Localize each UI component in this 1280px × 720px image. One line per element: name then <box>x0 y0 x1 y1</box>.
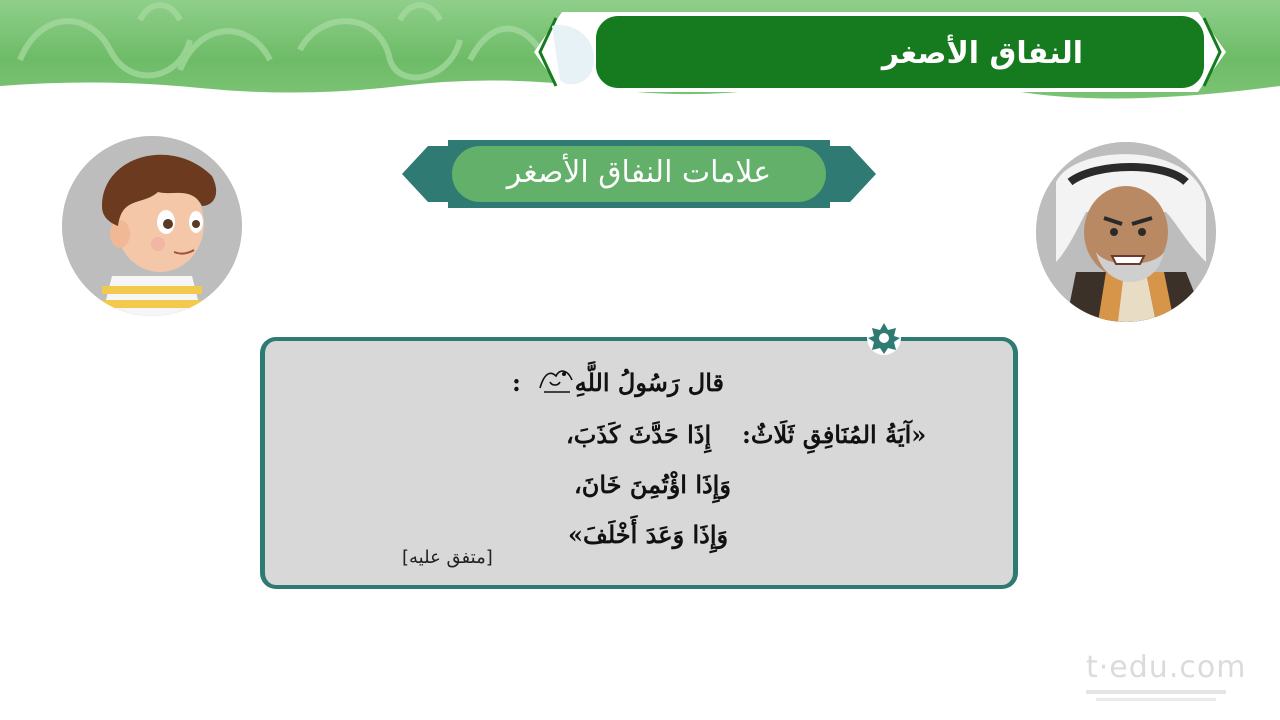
hadith-line-opening: «آيَةُ المُنَافِقِ ثَلَاثٌ: <box>742 420 927 449</box>
hadith-intro-colon: : <box>512 368 521 397</box>
octagram-star-icon <box>866 320 902 356</box>
page-title: النفاق الأصغر <box>881 36 1083 71</box>
hadith-line-lie: إِذَا حَدَّثَ كَذَبَ، <box>566 420 712 449</box>
boy-avatar <box>62 136 242 316</box>
hadith-line-promise: وَإِذَا وَعَدَ أَخْلَفَ» <box>568 520 729 549</box>
title-banner-shape <box>532 10 1228 94</box>
watermark-subtext <box>1086 686 1226 704</box>
hadith-reference: [متفق عليه] <box>402 547 493 568</box>
title-banner <box>532 10 1228 94</box>
hadith-intro: قال رَسُولُ اللَّهِ <box>574 368 724 397</box>
section-subtitle: علامات النفاق الأصغر <box>506 155 772 190</box>
section-banner <box>400 138 878 210</box>
watermark-logo: t·edu.com <box>1086 650 1247 685</box>
elder-illustration <box>1036 142 1216 322</box>
salla-allahu-alayhi-wasallam-seal <box>536 364 576 398</box>
boy-illustration <box>62 136 242 316</box>
hadith-line-betray: وَإِذَا اؤْتُمِنَ خَانَ، <box>574 470 731 499</box>
elder-avatar <box>1036 142 1216 322</box>
